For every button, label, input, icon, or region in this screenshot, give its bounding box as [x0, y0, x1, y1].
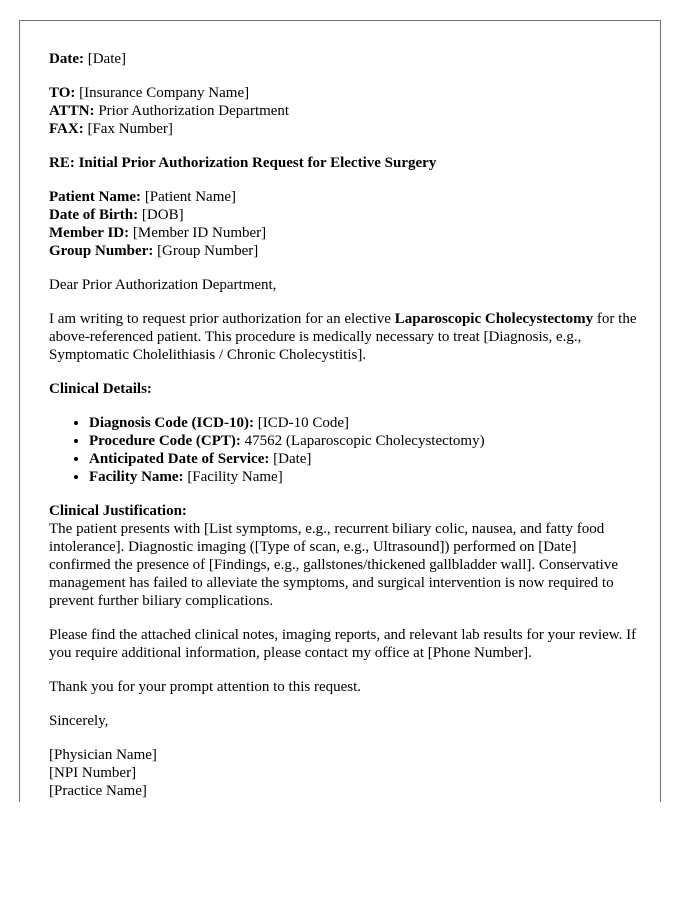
justification-paragraph — [49, 502, 639, 610]
dob-label: Date of Birth: — [49, 207, 139, 223]
patient-name-value: [Patient Name] — [144, 189, 237, 205]
group-number-label: Group Number: — [49, 243, 154, 259]
date-line — [49, 50, 639, 68]
npi-number: [NPI Number] — [49, 765, 137, 781]
fax-label: FAX: — [49, 121, 84, 137]
patient-block — [49, 188, 639, 260]
salutation: Dear Prior Authorization Department, — [49, 277, 277, 293]
justification-heading: Clinical Justification: — [49, 503, 187, 519]
list-item — [89, 450, 639, 468]
list-item — [89, 432, 639, 450]
subject-text: RE: Initial Prior Authorization Request for Elective Surgery — [49, 155, 437, 171]
service-date-value: [Date] — [269, 451, 312, 467]
justification-text: The patient presents with [List symptoms, e.g., recurrent biliary colic, nausea, and fatty food intolerance]. Diagnostic imaging ([Type of scan, e.g., Ultrasound]) performed on [Date] confirmed the presence of [Findings, e.g., gallstones/thickened gallbladder wall]. Conservative management has failed to alleviate the symptoms, and surgical intervention is now required to prevent further biliary complications. — [49, 521, 618, 609]
date-label: Date: — [49, 51, 84, 67]
intro-after: for the above-referenced patient. This procedure is medically necessary to treat [Diagnosis, e.g., Symptomatic Cholelithiasis / Chronic Cholecystitis]. — [49, 311, 637, 363]
intro-paragraph — [49, 310, 639, 364]
attachments-paragraph: Please find the attached clinical notes, imaging reports, and relevant lab results for your review. If you require additional information, please contact my office at [Phone Number]. — [49, 627, 637, 661]
dob-value: [DOB] — [141, 207, 184, 223]
clinical-details-heading-text: Clinical Details: — [49, 381, 152, 397]
date-value: [Date] — [87, 51, 127, 67]
practice-name: [Practice Name] — [49, 783, 147, 799]
clinical-details-list — [49, 414, 639, 486]
to-label: TO: — [49, 85, 76, 101]
list-item — [89, 468, 639, 486]
service-date-label: Anticipated Date of Service: — [89, 451, 270, 467]
attn-value: Prior Authorization Department — [98, 103, 290, 119]
letter-body — [49, 50, 639, 800]
cpt-value: 47562 (Laparoscopic Cholecystectomy) — [240, 433, 485, 449]
list-item — [89, 414, 639, 432]
facility-value: [Facility Name] — [183, 469, 283, 485]
thanks-paragraph: Thank you for your prompt attention to this request. — [49, 679, 362, 695]
fax-value: [Fax Number] — [87, 121, 173, 137]
member-id-label: Member ID: — [49, 225, 130, 241]
cpt-label: Procedure Code (CPT): — [89, 433, 241, 449]
clinical-details-heading — [49, 380, 639, 398]
to-value: [Insurance Company Name] — [79, 85, 250, 101]
group-number-value: [Group Number] — [157, 243, 259, 259]
icd10-label: Diagnosis Code (ICD-10): — [89, 415, 254, 431]
attn-label: ATTN: — [49, 103, 95, 119]
letter-page — [19, 20, 661, 802]
member-id-value: [Member ID Number] — [132, 225, 267, 241]
facility-label: Facility Name: — [89, 469, 184, 485]
signature-block — [49, 746, 639, 800]
closing: Sincerely, — [49, 713, 109, 729]
intro-before: I am writing to request prior authorization for an elective — [49, 311, 395, 327]
physician-name: [Physician Name] — [49, 747, 157, 763]
recipient-block — [49, 84, 639, 138]
icd10-value: [ICD-10 Code] — [254, 415, 349, 431]
patient-name-label: Patient Name: — [49, 189, 142, 205]
procedure-name: Laparoscopic Cholecystectomy — [394, 311, 594, 327]
subject-line — [49, 154, 639, 172]
